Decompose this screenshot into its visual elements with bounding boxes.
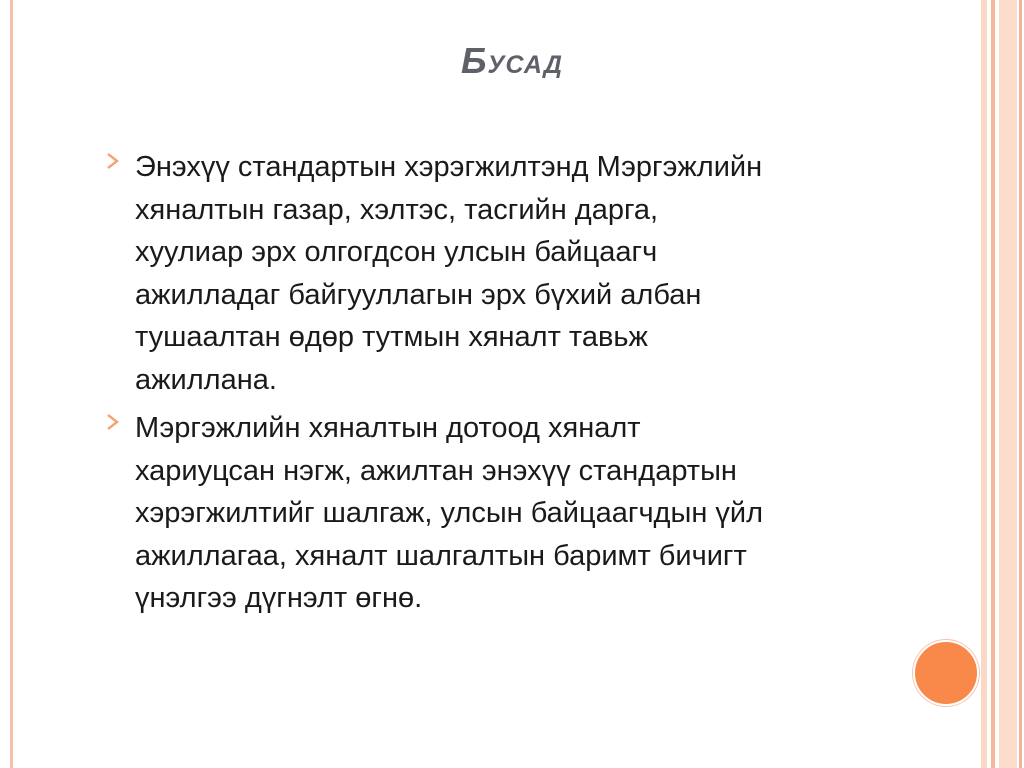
bullet-text-line: Энэхүү стандартын хэрэгжилтэнд Мэргэжлийн	[135, 151, 763, 183]
bullet-text-line: Мэргэжлийн хяналтын дотоод хяналт	[135, 412, 641, 444]
arrow-bullet-icon	[105, 411, 123, 435]
bullet-text-line: хариуцсан нэгж, ажилтан энэхүү стандартын	[135, 454, 737, 487]
bullet-text-line: хэрэгжилтийг шалгаж, улсын байцаагчдын үйл	[135, 497, 764, 529]
decorative-circle	[913, 640, 979, 706]
bullet-text-line: ажиллагаа, хяналт шалгалтын баримт бичигт	[135, 539, 747, 572]
bullet-list	[105, 146, 905, 626]
right-frame-stripe	[1019, 0, 1022, 768]
bullet-item	[105, 407, 905, 620]
bullet-item	[105, 146, 905, 401]
right-frame-stripe	[991, 0, 995, 768]
arrow-bullet-icon	[105, 150, 123, 174]
bullet-text-line: хяналтын газар, хэлтэс, тасгийн дарга,	[135, 193, 659, 226]
bullet-text-line: тушаалтан өдөр тутмын хяналт тавьж	[135, 321, 648, 353]
right-frame-stripe	[981, 0, 987, 768]
bullet-text-line: ажилладаг байгууллагын эрх бүхий албан	[135, 278, 702, 311]
bullet-text-line: хуулиар эрх олгогдсон улсын байцаагч	[135, 236, 658, 268]
bullet-text-line: үнэлгээ дүгнэлт өгнө.	[135, 582, 423, 614]
right-frame-stripe	[999, 0, 1017, 768]
left-frame-line	[10, 0, 13, 768]
slide-title: Бусад	[461, 40, 563, 81]
bullet-text-line: ажиллана.	[135, 363, 277, 396]
